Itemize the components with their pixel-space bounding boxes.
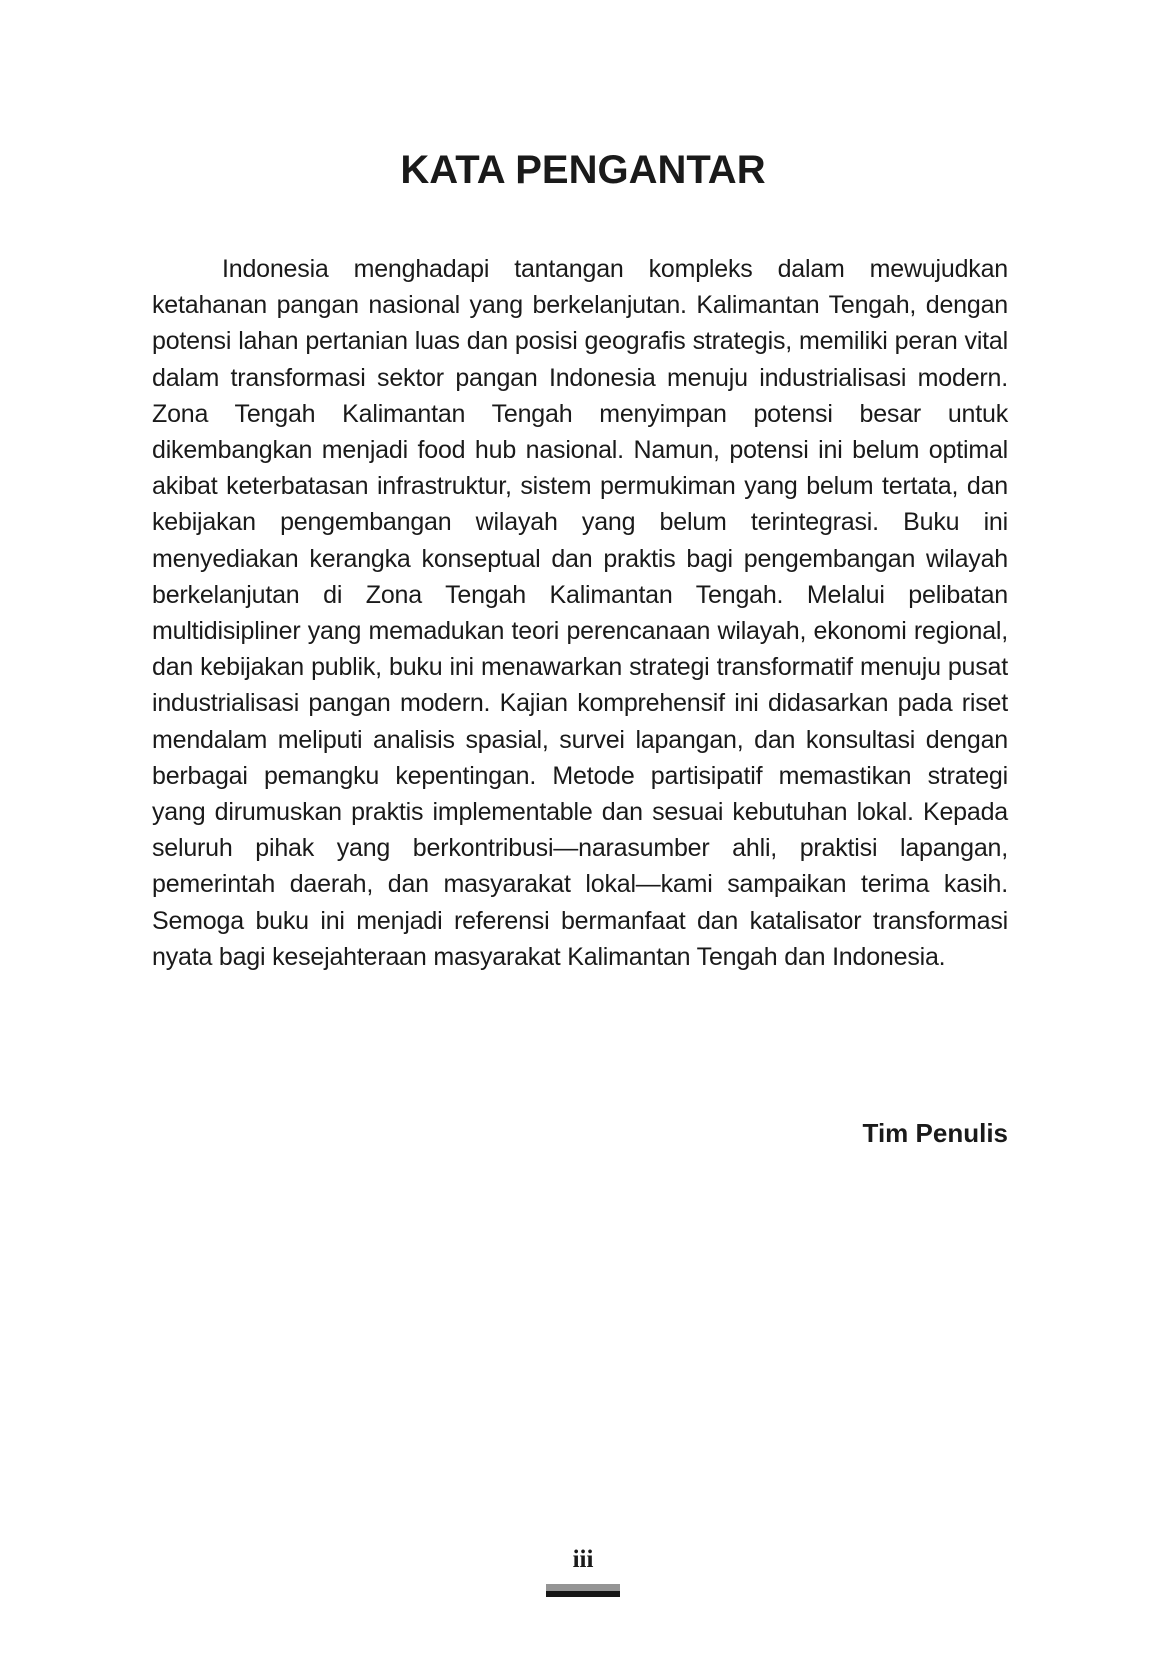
preface-paragraph: Indonesia menghadapi tantangan kompleks dalam mewujudkan ketahanan pangan nasional yang berkelanjutan. Kalimantan Tengah, dengan potensi lahan pertanian luas dan posisi geografis strategis, memiliki peran vital dalam transformasi sektor pangan Indonesia menuju industrialisasi modern. Zona Tengah Kalimantan Tengah menyimpan potensi besar untuk dikembangkan menjadi food hub nasional. Namun, potensi ini belum optimal akibat keterbatasan infrastruktur, sistem permukiman yang belum tertata, dan kebijakan pengembangan wilayah yang belum terintegrasi. Buku ini menyediakan kerangka konseptual dan praktis bagi pengembangan wilayah berkelanjutan di Zona Tengah Kalimantan Tengah. Melalui pelibatan multidisipliner yang memadukan teori perencanaan wilayah, ekonomi regional, dan kebijakan publik, buku ini menawarkan strategi transformatif menuju pusat industrialisasi pangan modern. Kajian komprehensif ini didasarkan pada riset mendalam meliputi analisis spasial, survei lapangan, dan konsultasi dengan berbagai pemangku kepentingan. Metode partisipatif memastikan strategi yang dirumuskan praktis implementable dan sesuai kebutuhan lokal. Kepada seluruh pihak yang berkontribusi—narasumber ahli, praktisi lapangan, pemerintah daerah, dan masyarakat lokal—kami sampaikan terima kasih. Semoga buku ini menjadi referensi bermanfaat dan katalisator transformasi nyata bagi kesejahteraan masyarakat Kalimantan Tengah dan Indonesia. bbox=[152, 255, 1008, 971]
page-number: iii bbox=[572, 1546, 594, 1573]
page-footer bbox=[0, 1546, 1166, 1597]
authors-signature: Tim Penulis bbox=[862, 1118, 1008, 1148]
footer-rule-top-bar bbox=[546, 1584, 620, 1591]
footer-rule-bottom-bar bbox=[546, 1591, 620, 1597]
page-title: KATA PENGANTAR bbox=[400, 148, 766, 192]
footer-rule bbox=[546, 1584, 620, 1597]
